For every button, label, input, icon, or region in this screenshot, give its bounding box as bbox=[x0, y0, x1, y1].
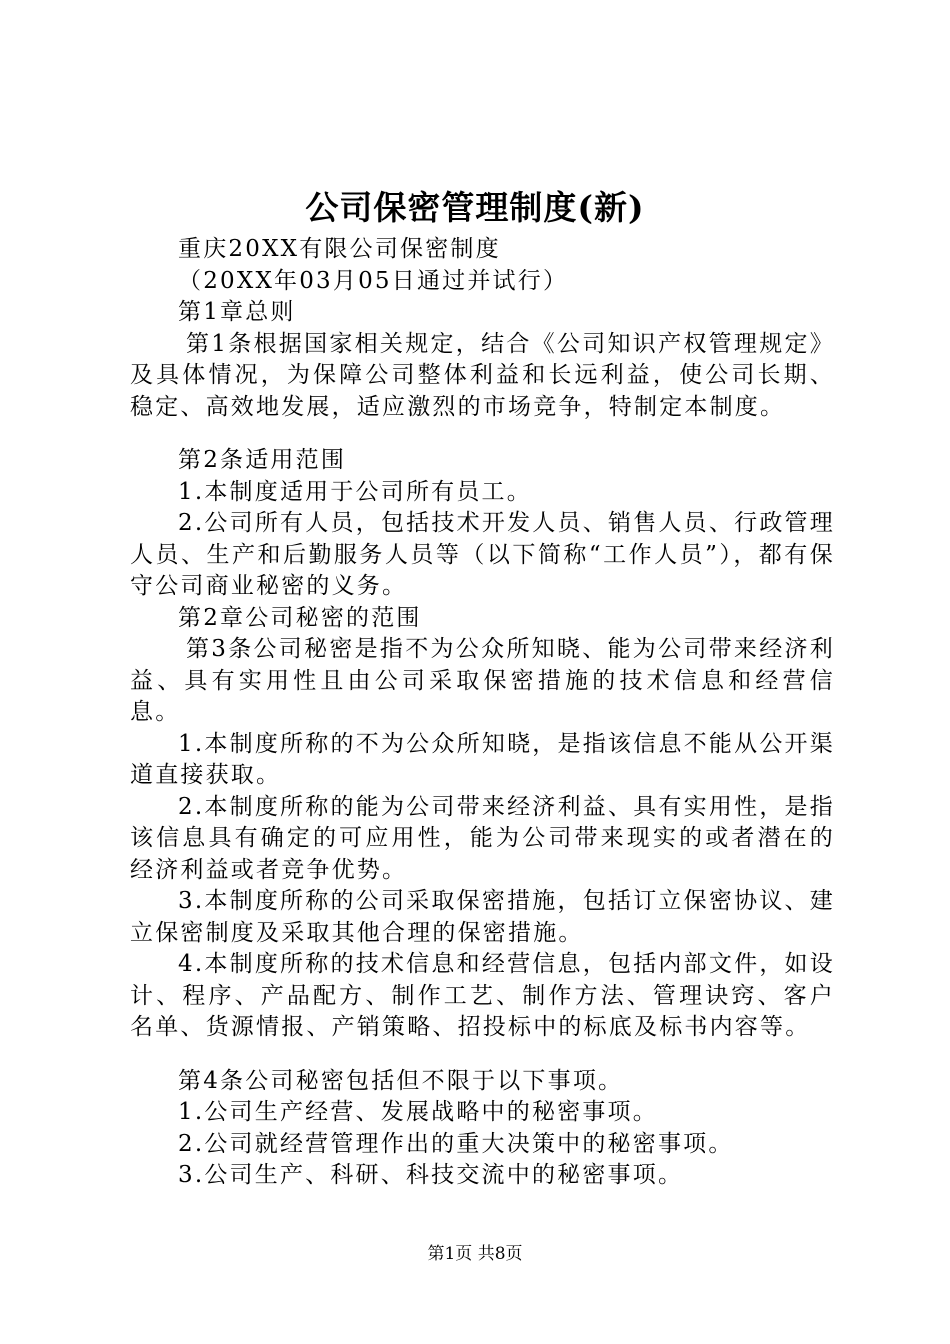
article-3-paragraph: 第3条公司秘密是指不为公众所知晓、能为公司带来经济利益、具有实用性且由公司采取保密措施的技术信息和经营信息。 bbox=[130, 636, 835, 725]
adoption-date-line: （20XX年03月05日通过并试行） bbox=[178, 267, 569, 294]
company-name-line: 重庆20XX有限公司保密制度 bbox=[178, 236, 501, 262]
article-2-item-2: 2.公司所有人员，包括技术开发人员、销售人员、行政管理人员、生产和后勤服务人员等（以下简称“工作人员”），都有保守公司商业秘密的义务。 bbox=[130, 510, 835, 599]
article-3-item-3: 3.本制度所称的公司采取保密措施，包括订立保密协议、建立保密制度及采取其他合理的保密措施。 bbox=[130, 888, 835, 946]
article-2-heading: 第2条适用范围 bbox=[178, 447, 347, 473]
article-4-item-1: 1.公司生产经营、发展战略中的秘密事项。 bbox=[178, 1099, 658, 1125]
article-4-heading: 第4条公司秘密包括但不限于以下事项。 bbox=[178, 1067, 624, 1094]
chapter-2-heading: 第2章公司秘密的范围 bbox=[178, 604, 422, 631]
article-4-item-3: 3.公司生产、科研、科技交流中的秘密事项。 bbox=[178, 1162, 684, 1188]
document-body bbox=[130, 234, 835, 1192]
article-3-item-4: 4.本制度所称的技术信息和经营信息，包括内部文件，如设计、程序、产品配方、制作工艺、制作方法、管理诀窍、客户名单、货源情报、产销策略、招投标中的标底及标书内容等。 bbox=[130, 951, 835, 1040]
page-footer: 第1页 共8页 bbox=[427, 1244, 523, 1264]
article-3-item-1: 1.本制度所称的不为公众所知晓，是指该信息不能从公开渠道直接获取。 bbox=[130, 730, 835, 788]
article-1-paragraph: 第1条根据国家相关规定，结合《公司知识产权管理规定》及具体情况，为保障公司整体利益和长远利益，使公司长期、稳定、高效地发展，适应激烈的市场竞争，特制定本制度。 bbox=[130, 330, 835, 420]
article-2-item-1: 1.本制度适用于公司所有员工。 bbox=[178, 478, 532, 505]
document-title: 公司保密管理制度(新) bbox=[305, 188, 645, 227]
article-4-item-2: 2.公司就经营管理作出的重大决策中的秘密事项。 bbox=[178, 1130, 734, 1157]
article-3-item-2: 2.本制度所称的能为公司带来经济利益、具有实用性，是指该信息具有确定的可应用性，能为公司带来现实的或者潜在的经济利益或者竞争优势。 bbox=[130, 793, 835, 883]
chapter-1-heading: 第1章总则 bbox=[178, 299, 296, 325]
